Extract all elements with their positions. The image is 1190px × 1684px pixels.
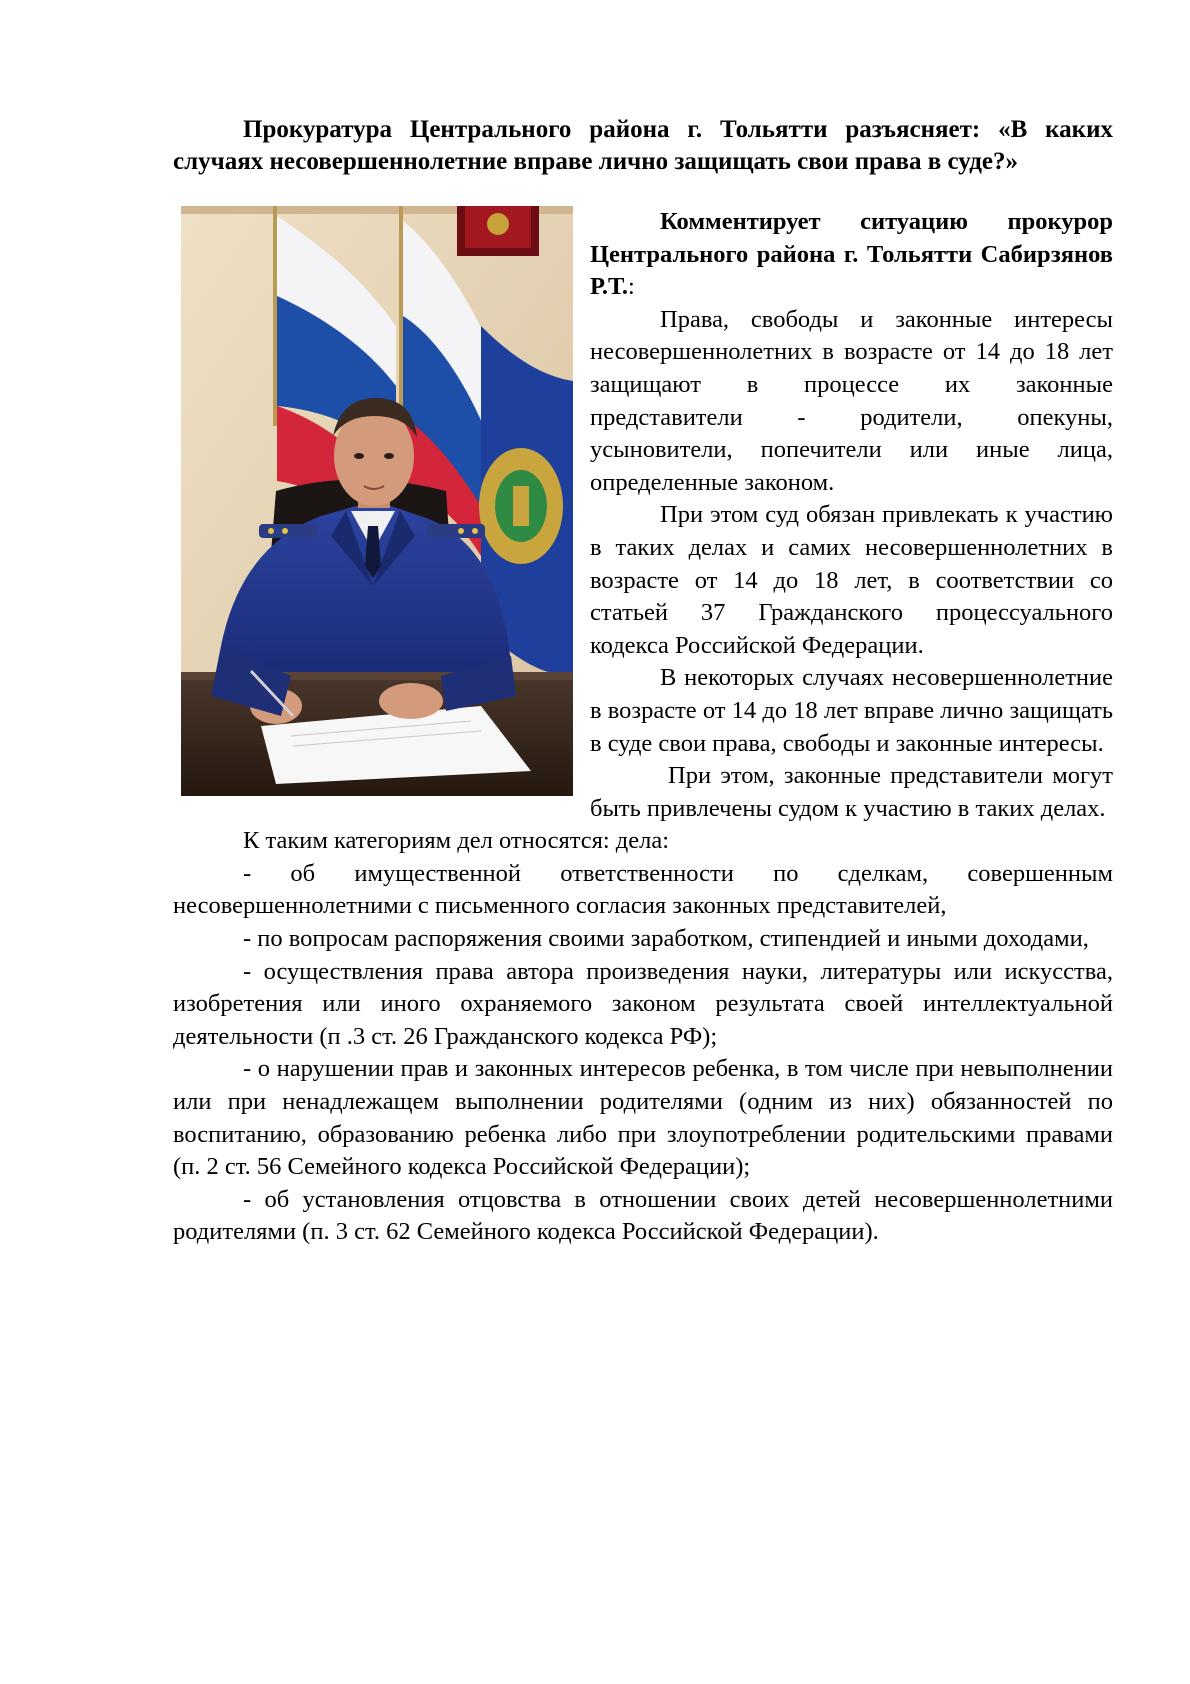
paragraph-1: Права, свободы и законные интересы несовершеннолетних в возрасте от 14 до 18 лет защищают в процессе их законные представители - родители, опекуны, усыновители, попечители или иные лица, определенные законом. xyxy=(590,305,1113,496)
document-title: Прокуратура Центрального района г. Тольятти разъясняет: «В каких случаях несовершеннолетние вправе лично защищать свои права в суде?» xyxy=(173,116,1113,175)
portrait-photo-icon xyxy=(181,206,573,796)
paragraph-4: При этом, законные представители могут быть привлечены судом к участию в таких делах. xyxy=(590,762,1113,822)
document-body xyxy=(173,114,1113,1249)
prosecutor-photo xyxy=(181,206,573,796)
commentary-intro-colon: : xyxy=(628,273,635,301)
paragraph-2: При этом суд обязан привлекать к участию в таких делах и самих несовершеннолетних в возрасте от 14 до 18 лет, в соответствии со статьей 37 Гражданского процессуального кодекса Российской Федерации. xyxy=(590,501,1113,659)
list-item-3: - осуществления права автора произведения науки, литературы или искусства, изобретения или иного охраняемого законом результата своей интеллектуальной деятельности (п .3 ст. 26 Гражданского кодекса РФ); xyxy=(173,957,1113,1050)
paragraph-3: В некоторых случаях несовершеннолетние в возрасте от 14 до 18 лет вправе лично защищать в суде свои права, свободы и законные интересы. xyxy=(590,664,1113,757)
list-item-4: - о нарушении прав и законных интересов ребенка, в том числе при невыполнении или при ненадлежащем выполнении родителями (одним из них) обязанностей по воспитанию, образованию ребенка либо при злоупотреблении родительскими правами (п. 2 ст. 56 Семейного кодекса Российской Федерации); xyxy=(173,1055,1113,1181)
list-item-1: - об имущественной ответственности по сделкам, совершенным несовершеннолетними с письменного согласия законных представителей, xyxy=(173,859,1113,920)
list-item-2: - по вопросам распоряжения своими заработком, стипендией и иными доходами, xyxy=(243,925,1089,953)
commentary-intro-bold: Комментирует ситуацию прокурор Центрального района г. Тольятти Сабирзянов Р.Т. xyxy=(590,208,1113,301)
list-item-5: - об установления отцовства в отношении своих детей несовершеннолетними родителями (п. 3 ст. 62 Семейного кодекса Российской Федерации). xyxy=(173,1185,1113,1246)
paragraph-5: К таким категориям дел относятся: дела: xyxy=(243,827,670,855)
